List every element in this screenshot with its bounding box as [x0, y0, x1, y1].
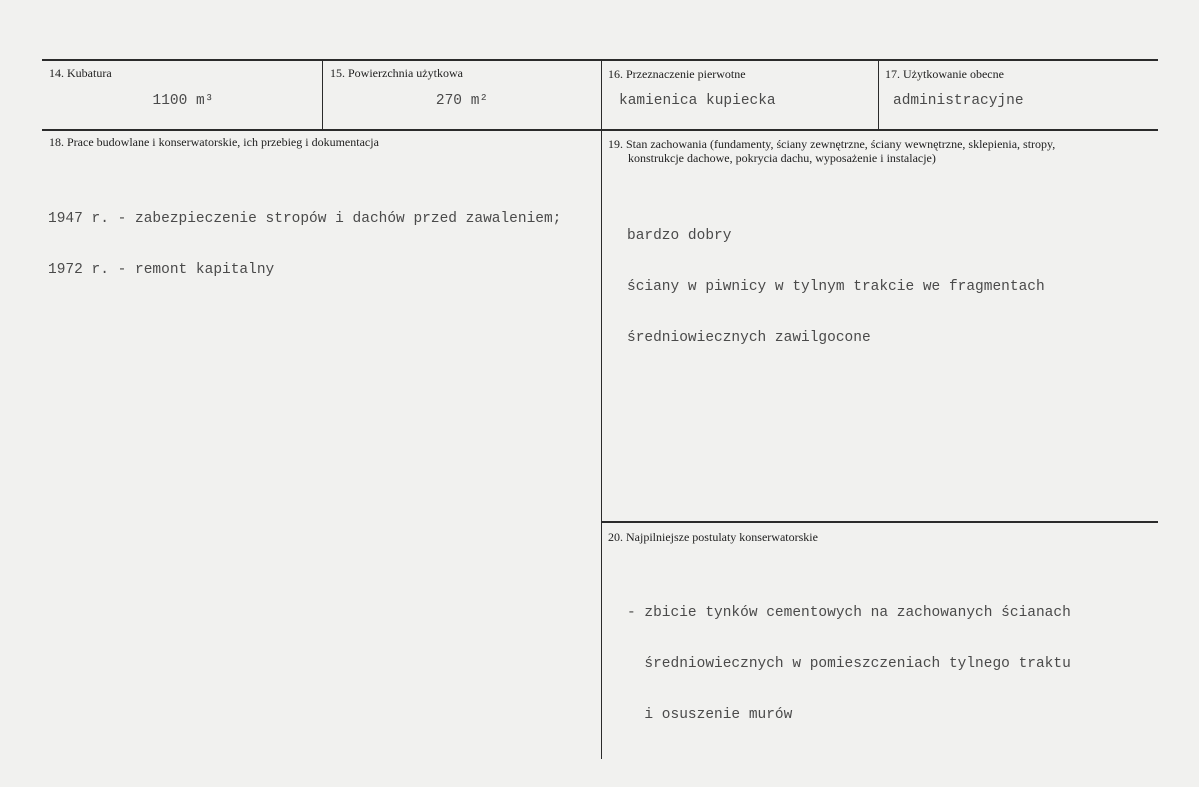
powierzchnia-value: 270 m²	[435, 93, 489, 109]
postulaty-line: i osuszenie murów	[627, 707, 793, 723]
col-divider-2	[601, 59, 602, 759]
postulaty-line: - zbicie tynków cementowych na zachowanych ścianach	[627, 605, 1071, 621]
section-divider	[601, 521, 1158, 523]
postulaty-text	[627, 571, 1071, 741]
przeznaczenie-value: kamienica kupiecka	[619, 93, 776, 109]
row-divider	[42, 129, 1158, 131]
kubatura-label: 14. Kubatura	[49, 66, 112, 80]
powierzchnia-label: 15. Powierzchnia użytkowa	[330, 66, 463, 80]
prace-text	[48, 177, 561, 296]
prace-line: 1972 r. - remont kapitalny	[48, 262, 275, 278]
prace-label: 18. Prace budowlane i konserwatorskie, ich przebieg i dokumentacja	[49, 135, 379, 149]
postulaty-label: 20. Najpilniejsze postulaty konserwatorskie	[608, 530, 818, 544]
przeznaczenie-label: 16. Przeznaczenie pierwotne	[608, 67, 746, 81]
top-rule	[42, 59, 1158, 61]
stan-line: ściany w piwnicy w tylnym trakcie we fragmentach	[627, 279, 1045, 295]
col-divider-3	[878, 59, 879, 131]
stan-label-line1: 19. Stan zachowania (fundamenty, ściany zewnętrzne, ściany wewnętrzne, sklepienia, stropy,	[608, 137, 1056, 151]
stan-line: bardzo dobry	[627, 228, 732, 244]
kubatura-value: 1100 m³	[152, 93, 214, 109]
stan-label-line2: konstrukcje dachowe, pokrycia dachu, wyposażenie i instalacje)	[628, 151, 936, 165]
stan-text	[627, 194, 1045, 364]
uzytkowanie-label: 17. Użytkowanie obecne	[885, 67, 1004, 81]
postulaty-line: średniowiecznych w pomieszczeniach tylnego traktu	[627, 656, 1071, 672]
prace-line: 1947 r. - zabezpieczenie stropów i dachów przed zawaleniem;	[48, 211, 562, 227]
uzytkowanie-value: administracyjne	[893, 93, 1024, 109]
stan-line: średniowiecznych zawilgocone	[627, 330, 871, 346]
